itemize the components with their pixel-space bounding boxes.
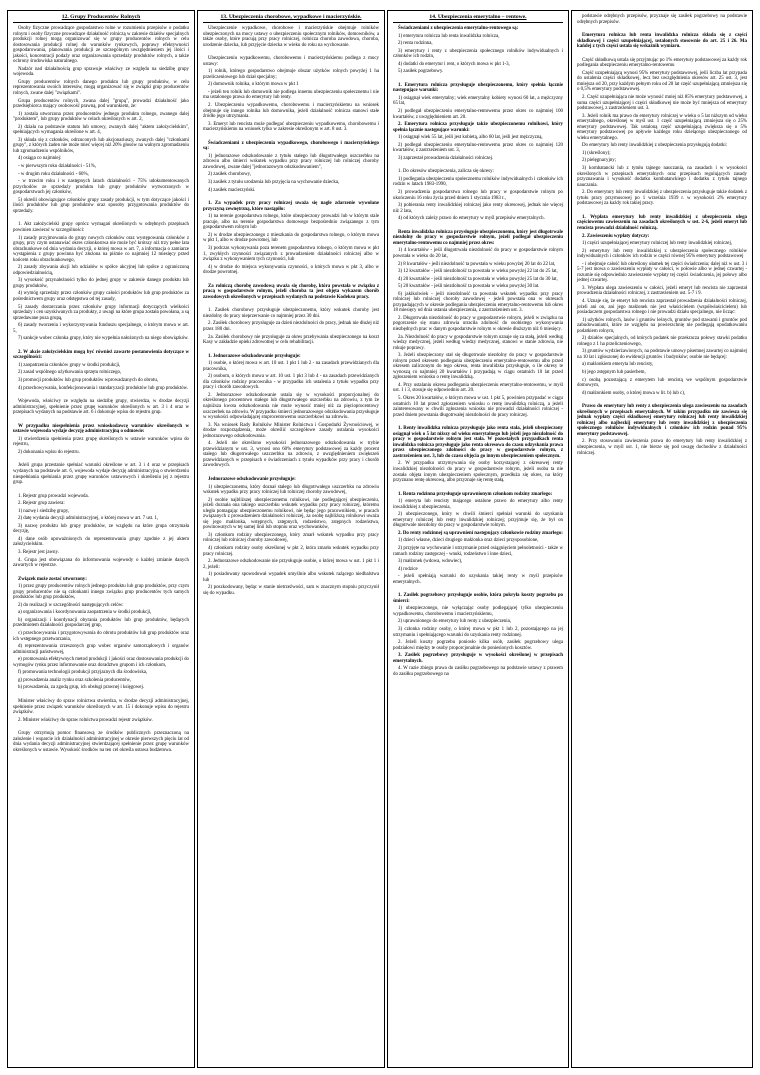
paragraph: 2) osobom, o których mowa w art. 10 ust. 1 pkt 3 lub 4 - na zasadach przewidzianych dla członków rodziny pracownika - w przypadku ich ustalenia z tytułu wypadku przy pracy i chorób zawodowych. xyxy=(203,374,379,391)
paragraph: 2. Jednorazowe odszkodowanie ustala się w wysokości proporcjonalnej do określonego procentowo stałego lub długotrwałego uszczerbku na zdrowiu, z tym że najniższa kwota odszkodowania nie może wynosić mniej niż za pięcioprocentowy uszczerbek na zdrowiu. W przypadku śmierci jednorazowego odszkodowania przysługuje w wysokości odpowiadającej stuprocentowemu uszczerbkowi na zdrowiu. xyxy=(203,392,379,421)
paragraph: 2. Jednorazowe odszkodowanie nie przysługuje osobie, o której mowa w ust. 1 pkt 1 i 2, jeżeli: xyxy=(203,559,379,570)
paragraph: 2) zasad wspólnego użytkowania sprzętu rolniczego, xyxy=(18,370,122,376)
paragraph: 1. Zasiłek chorobowy przysługuje ubezpieczonemu, który wskutek choroby jest niezdolny do pracy nieprzerwanie co najmniej przez 30 dni. xyxy=(203,308,379,319)
paragraph: 4) od których zależy prawo do emerytury w myśl przepisów emerytalnych. xyxy=(398,216,545,222)
paragraph: 3. Jeżeli rolnik ma prawo do emerytury rolniczej w wieku o 5 lat niższym od wieku emerytalnego, określonej w myśl ust. 1 część uzupełniającą zmniejsza się o 25% emerytury podstawowej. Tak ustaloną część uzupełniającą zwiększa się o 5% emerytury podstawowej po upływie każdego roku dzielącego ubezpieczonego od wieku emerytalnego. xyxy=(577,113,747,141)
paragraph: 3. Zasiłek pogrzebowy przysługuje w wysokości określonej w przepisach emerytalnych. xyxy=(393,653,563,664)
paragraph: Nadzór nad działalnością grup sprawuje właściwy ze względu na siedzibę grupy wojewoda. xyxy=(13,66,189,78)
paragraph: 2. Do emerytury lub renty inwalidzkiej z ubezpieczenia przysługuje także dodatek z tytułu pracy przymusowej po 1 września 1939 r. w wysokości 2% emerytury podstawowej za każdy rok takiej pracy. xyxy=(577,190,747,207)
paragraph: 1. Akt założycielski grupy oprócz wymagań określonych w odrębnych przepisach powinien zawierać w szczególności: xyxy=(13,222,189,233)
paragraph: Część uzupełniającą wynosi 95% emerytury podstawowej, jeśli liczba lat przypada do ustalenia części składkowej, lecz bez uwzględnienia okresów art. 25 ust. 3, jest mniejsza od 20, przy każdym pełnym roku od 20 lat część uzupełniającą zmniejsza się o 0,5% emerytury podstawowej. xyxy=(577,70,747,93)
paragraph: d) małżonkiem osoby, o której mowa w lit. b) lub c), xyxy=(582,390,686,396)
paragraph: 3. Rejestr jest jawny. xyxy=(18,550,59,556)
paragraph: 1) części uzupełniającej emerytury rolniczej lub renty inwalidzkiej rolniczej, xyxy=(582,241,733,247)
paragraph: 4) zasiłek macierzyński. xyxy=(208,187,256,193)
paragraph: 5) określi obowiązujące członków grupy zasady produkcji, w tym dotyczące jakości i ilości produktów lub grup produktów oraz sposoby przygotowania produktów do sprzedaży. xyxy=(13,197,189,214)
paragraph: 1) posiadowany spowodował wypadek umyślnie albo wskutek rażącego niedbalstwa lub xyxy=(203,572,379,583)
paragraph: 4. Uznaje się, że emeryt lub rencista zaprzestał prowadzenia działalności rolniczej, jeżeli ani on, ani jego małżonek nie jest właścicielem (współwłaścicielem) lub posiadaczem gospodarstwa rolnego i nie prowadzi działu specjalnego, nie licząc: xyxy=(577,298,747,316)
paragraph: 2. Przy stosowaniu zawieszenia prawa do emerytury lub renty inwalidzkiej z ubezpieczenia, w myśl ust. 1, nie bierze się pod uwagę dochodów z działalności rolniczej. xyxy=(577,439,747,456)
paragraph: Świadczeniami z ubezpieczenia emerytalno-rentowego są: xyxy=(398,26,519,31)
paragraph: Do emerytury lub renty inwalidzkiej z ubezpieczenia przysługują dodatki: xyxy=(582,143,728,149)
paragraph: 2) działa na podstawie statutu lub umowy, zwanych dalej "aktem założycielskim", spełniających wymagania określone w art. 4, xyxy=(13,124,189,136)
paragraph: 3. Na wniosek Rady Rolników Minister Rolnictwa i Gospodarki Żywnościowej, w drodze rozporządzenia, może określić szczegółowe zasady ustalania wysokości jednorazowego odszkodowania. xyxy=(203,422,379,439)
paragraph: g) prowadzenia analiz rynku oraz szkolenia producentów, xyxy=(18,677,131,683)
paragraph: 2a. Zasiłek chorobowy nie przysługuje za okres przebywania ubezpieczonego na koszt Kasy w zakładzie opieki zdrowotnej w celu rehabilitacji. xyxy=(203,334,379,346)
paragraph: 3) składa się z członków, odrzuconych lub akcjonariuszy, zwanych dalej "członkami grupy", z których żaden nie może mieć więcej niż 20% głosów na walnym zgromadzeniu lub zgromadzeniu wspólników, xyxy=(13,137,189,154)
column-heading: 12. Grupy Producentów Rolnych xyxy=(13,14,189,23)
paragraph: 7) sankcje wobec członka grupy, który nie wypełnia nałożonych na niego obowiązków. xyxy=(18,336,189,342)
paragraph: 6) zasady tworzenia i wykorzystywania funduszu specjalnego, o którym mowa w art. 5, xyxy=(13,323,189,334)
paragraph: 2) poszkodowany, będąc w stanie nietrzeźwości, sam w znacznym stopniu przyczynił się do wypadku. xyxy=(203,585,379,596)
paragraph: 3) emerytury i renty z ubezpieczenia społecznego rolników indywidualnych i członków ich rodzin, xyxy=(393,48,563,60)
paragraph: 4) członkom rodziny osoby określonej w pkt 2, która zmarła wskutek wypadku przy pracy rolniczej. xyxy=(203,546,379,557)
paragraph: Renta inwalidzka rolnicza przysługuje ubezpieczonemu, który jest długotrwale niezdolny do pracy w gospodarstwie rolnym, jeżeli podlegał ubezpieczeniu emerytalno-rentowemu co najmniej przez okres: xyxy=(393,229,563,246)
paragraph: 2. Rejestr grup zawiera: xyxy=(18,501,65,507)
paragraph: 1) stwierdzenia spełnienia przez grupę określonych w ustawie warunków wpisu do rejestru, xyxy=(13,436,189,448)
paragraph: 2) ubezpieczonego, który w chwili śmierci spełniał warunki do uzyskania emerytury rolniczej lub renty inwalidzkiej rolniczej; przyjmuje się, że był on długotrwale niezdolny do pracy w gospodarstwie rolnym. xyxy=(393,512,563,529)
paragraph: 3) 12 kwartałów - jeśli niezdolność ta powstała w wieku powyżej 22 lat do 25 lat, xyxy=(398,269,558,275)
paragraph: f) promowania technologii produkcji przyjaznych dla środowiska, xyxy=(18,670,148,676)
paragraph: 3. Wypłata ulega zawieszeniu w całości, jeżeli emeryt lub rencista nie zaprzestał prowadzenia działalności rolniczej, z zastrzeżeniem ust. 5-7 i 9. xyxy=(577,285,747,297)
paragraph: 2. W przypadku utrzymywania się osoby korzystającej z okresowej renty inwalidzkiej niezdolności do pracy w gospodarstwie rolnym, jeżeli osoba ta nie została objęta innym ubezpieczeniem społecznym, przedłuża się okres, na który przyznano rentę okresową, albo przyznaje się rentę stałą. xyxy=(393,461,563,484)
paragraph: 4. W razie zbiegu prawa do zasiłku pogrzebowego na podstawie ustawy z prawem do zasiłku pogrzebowego na xyxy=(393,666,563,677)
paragraph: 2) uprawnionego do emerytury lub renty z ubezpieczenia, xyxy=(398,619,511,625)
paragraph: 2. Do renty rodzinnej są uprawnieni następujący członkowie rodziny zmarłego: xyxy=(398,530,563,536)
column-heading: 14. Ubezpieczenia emerytalno – rentowe. xyxy=(393,14,563,23)
paragraph: 2) podlegał ubezpieczeniu emerytalno-rentowemu przez okres co najmniej 100 kwartałów, z uwzględnieniem art. 20. xyxy=(393,109,563,120)
paragraph: 3) zaprzestał prowadzenia działalności rolniczej. xyxy=(398,155,494,161)
paragraph: b) organizacji i koordynacji obyrania produktów lub grup produktów, będących przedmiotem działalności gospodarczej grup, xyxy=(13,617,189,629)
paragraph: W przypadku niespełnienia przez wnioskodawcę warunków określonych w ustawie wojewoda wydaje decyzję administracyjną o odmowie: xyxy=(13,423,189,435)
paragraph: 4) dodatki do emerytur i rent, o których mowa w pkt 1-3, xyxy=(398,61,510,67)
paragraph: 2. Jeżeli koszty pogrzebu poniosło kilka osób, zasiłek pogrzebowy ulega podziałowi między te osoby proporcjonalnie do poniesionych kosztów. xyxy=(393,640,563,651)
paragraph: 2) pielęgnacyjny; xyxy=(582,158,617,164)
paragraph: 5) zasiłek pogrzebowy. xyxy=(398,69,444,75)
paragraph: 2. Część uzupełniająca nie może wynosić mniej niż 85% emerytury podstawowej, a suma części uzupełniającej i części składkowej nie może być mniejsza od emerytury podstawowej, z zastrzeżeniem ust. 3. xyxy=(577,95,747,112)
paragraph: 3) członka rodziny osoby, o której mowa w pkt 1 lub 2, pozostającego na jej utrzymaniu i spełniającego warunki do uzyskania renty rodzinnej. xyxy=(393,627,563,638)
paragraph: Minister właściwy do spraw rolnictwa stwierdza, w drodze decyzji administracyjnej, spełnienie przez związek warunków określonych w art. 15 i dokonuje wpisu do rejestru związków. xyxy=(13,698,189,716)
paragraph: a) organizowania i koordynowania zaopatrzenia w środki produkcji, xyxy=(18,610,152,616)
paragraph: 3) zasiłek z tytułu urodzenia lub przyjęcia na wychowanie dziecka, xyxy=(208,180,340,186)
paragraph: 2. Zawieszeniu wypłaty dotyczy: xyxy=(582,233,650,239)
paragraph: 1) ubezpieczonemu, który doznał stałego lub długotrwałego uszczerbku na zdrowiu wskutek wypadku przy pracy rolniczej lub rolniczej choroby zawodowej, xyxy=(203,484,379,496)
paragraph: 2. Emerytura rolnicza przysługuje także ubezpieczonemu rolnikowi, który spełnia łącznie następujące warunki: xyxy=(393,122,563,133)
paragraph: c) przechowywania i przygotowywania do obrotu produktów lub grup produktów oraz ich wstępnego przetwarzania, xyxy=(13,631,189,642)
paragraph: - w trzecim roku i w następnych latach działalności - 75% udokumentowanych przychodów ze sprzedaży produktu lub grupy produktów wytworzonych w gospodarstwach jej członków, xyxy=(13,179,189,196)
paragraph: 3) członkom rodziny ubezpieczonego, który zmarł wskutek wypadku przy pracy rolniczej lub rolniczej choroby zawodowej, xyxy=(203,532,379,544)
paragraph: 3) podczas wykonywania poza terenem gospodarstwa rolnego, o którym mowa w pkt 1, zwykłych czynności związanych z prowadzeniem działalności rolniczej albo w związku z wykonywaniem tych czynności, lub xyxy=(203,245,379,263)
paragraph: 1) zaopatrzenia członków grupy w środki produkcji, xyxy=(18,362,121,368)
paragraph: 5. Okres 20 kwartałów, o którym mowa w ust. 1 pkt 5, powinien przypadać w ciągu ostatnich 10 lat przed zgłoszeniem wniosku o rentę inwalidzką rolniczą, a jeżeli zainteresowany w chwili zgłoszenia wniosku nie prowadzi działalności rolniczej - przed dniem powstania długotrwałej niezdolności do pracy rolniczej. xyxy=(393,395,563,418)
paragraph: Emerytura rolnicza lub renta inwalidzka rolnicza składa się z części składkowej i części uzupełniającej, ustalonych stosownie do art. 25 i 26. Ma kańdej z tych części ustala się wskaźnik wymiaru. xyxy=(577,33,747,50)
paragraph: 1) 4 kwartałów - jeśli długotrwała niezdolność do pracy w gospodarstwie rolnym powstała w wieku do 20 lat, xyxy=(393,248,563,259)
paragraph: Za rolniczą chorobę zawodową uważa się chorobę, która powstała w związku z pracą w gospodarstwie rolnym, jeżeli choroba ta jest objęta wykazem chorób zawodowych określonych w przepisach wydanych na podstawie Kodeksu pracy. xyxy=(203,283,379,300)
paragraph: - w drugim roku działalności - 60%, xyxy=(18,171,89,177)
paragraph: 1) emerytura rolnicza lub renta inwalidzka rolnicza, xyxy=(398,33,500,39)
paragraph: Związek może zostać utworzony: xyxy=(18,576,87,582)
paragraph: 2. Zasiłek chorobowy przysługuje za dzień niezdolności do pracy, jednak nie dłużej niż przez 180 dni. xyxy=(203,321,379,332)
paragraph: 2) do realizacji w szczególności następujących celów: xyxy=(18,602,124,608)
paragraph: 4. Jeżeli nie określono wysokości jednorazowego odszkodowania w trybie przewidzianym w ust. 3, wynosi ono 60% emerytury podstawowej za każdy procent stałego lub długotrwałego uszczerbku na zdrowiu, z uwzględnieniem zwiększeń przewidzianych w przepisach o świadczeniach z tytułu wypadków przy pracy i chorób zawodowych. xyxy=(203,441,379,469)
paragraph: 3) gruntów wydzierżawionych, na podstawie umowy pisemnej zawartej co najmniej na 10 lat i zgłoszonej do ewidencji gruntów i budynków; osobie nie będącej: xyxy=(577,349,747,360)
paragraph: podstawie odrębnych przepisów, przyznaje się zasiłek pogrzebowy na podstawie odrębnych przepisów. xyxy=(577,14,747,25)
paragraph: 1) osiągnął wiek emerytalny; wiek emerytalny kobiety wynosi 60 lat, a mężczyzny 65 lat, xyxy=(393,95,563,107)
paragraph: a) małżonkiem emeryta lub rencisty, xyxy=(582,362,654,368)
paragraph: 1. Za wypadek przy pracy rolniczej uważa się nagłe zdarzenie wywołane przyczyną zewnętrzną, które nastąpiło: xyxy=(203,201,379,212)
paragraph: 1) nazwę i siedzibę grupy, xyxy=(18,508,70,514)
column-4 xyxy=(571,10,753,1068)
paragraph: 1) osiągnął wiek 55 lat, jeśli jest kobietą, albo 60 lat, jeśli jest mężczyzną, xyxy=(398,135,543,141)
paragraph: 1) (skreślony); xyxy=(582,150,611,156)
paragraph: - w pierwszym roku działalności - 51%, xyxy=(18,164,97,170)
paragraph: 2) osobie najbliższej ubezpieczonemu rolnikowi, nie podlegającej ubezpieczeniu, jeżeli doznała ona takiego uszczerbku wskutek wypadku przy pracy rolniczej, któremu uległa pomagając ubezpieczonemu rolnikowi, nie będąc jego pracownikiem, w pracach związanych z prowadzeniem działalności rolniczej, za osobę najbliższą rolnikowi uważa się jego małżonka, wstępnych, zstępnych, rodzeństwo, zstępnych rodzeństwa, powinowatych w tej samej linii lub stopniu oraz wychowanków, xyxy=(203,497,379,531)
paragraph: 3) pobierania renty inwalidzkiej rolniczej jako renty okresowej, jednak nie więcej niż 2 lata, xyxy=(393,203,563,214)
paragraph: 2. W akcie założycielskim mogą być również zawarte postanowienia dotyczące w szczególności: xyxy=(13,349,189,361)
paragraph: Grupy producentów rolnych danego produktu lub grupy produktów, w celu reprezentowania swoich interesów, mogą organizować się w związki grup producentów rolnych, zwane dalej "związkami". xyxy=(13,79,189,97)
paragraph: 1. Jednorazowe odszkodowanie przysługuje: xyxy=(208,353,301,359)
paragraph: 1. Renty inwalidzka rolnicza przysługuje jako renta stała, jeżeli ubezpieczony osiągnął wiek o 5 lat niższy od wieku emerytalnego lub jeżeli jego niezdolność do pracy w gospodarstwie rolnym jest stała. W pozostałych przypadkach renta inwalidzka rolnicza przysługuje jako renta okresowa do czasu odzyskania prawa przez ubezpieczonego zdolności do pracy w gospodarstwie rolnym, z zastrzeżeniem ust. 3, lub do czasu objęcia go innym ubezpieczeniem społecznym. xyxy=(393,426,563,459)
paragraph: 1) osobie, o której mowa w art. 10 ust. 1 pkt 1 lub 2 - na zasadach przewidzianych dla pracownika, xyxy=(203,361,379,372)
paragraph: Ubezpieczenie wypadkowe, chorobowe i macierzyńskie obejmuje rolników ubezpieczonych na mocy ustawy o ubezpieczeniu społecznym rolników, domowników, a także osoby, które pracują przy pracy rolniczej, rolnicza choroba zawodowa, choroba, urodzenie dziecka, lub przyjęcie dziecka w wieku do roku na wychowanie. xyxy=(203,26,379,48)
column-2 xyxy=(197,10,385,1068)
paragraph: 1) zasady przyjmowania do grupy nowych członków oraz występowania członków z grupy, przy czym ustanawiać okres członkostwa nie może być krótszy niż trzy pełne lata obrachunkowe od dnia wydania decyzji, o której mowa w art. 7, a informacja o zamiarze wystąpienia z grupy powinna być złożona na piśmie co najmniej 12 miesięcy przed końcem roku obrachunkowego, xyxy=(13,235,189,263)
paragraph: 4) rodzice xyxy=(398,566,418,572)
paragraph: h) prowadzenia, za zgodą grup, ich obsługi prawnej i księgowej. xyxy=(18,685,145,691)
paragraph: 2) renta rodzinna, xyxy=(398,41,433,47)
paragraph: 4. Grupa jest obowiązana do informowania wojewody o każdej zmianie danych zawartych w rejestrze. xyxy=(13,557,189,569)
paragraph: 2) przyjęte na wychowanie i utrzymanie przed osiągnięciem pełnoletności - także w ramach rodziny zastępczej - wnuki, rodzeństwo i inne dzieci, xyxy=(393,546,563,557)
paragraph: Osoby fizyczne prowadzące gospodarstwo rolne w rozumieniu przepisów o podatku rolnym i osoby fizyczne prowadzące działalność rolniczą w zakresie działów specjalnych produkcji rolnej mogą organizować się w grupy producentów rolnych w celu dostosowania produkcji rolnej do warunków rynkowych, poprawy efektywności gospodarowania, planowania produkcji ze szczególnym uwzględnieniem jej ilości i jakości, koncentracji podaży oraz organizowania sprzedaży produktów rolnych, a także ochrony środowiska naturalnego. xyxy=(13,26,189,65)
paragraph: 1. Zasiłek pogrzebowy przysługuje osobie, która pokryła koszty pogrzebu po śmierci: xyxy=(393,593,563,604)
paragraph: 2) datę wydania decyzji administracyjnej, o której mowa w art. 7 ust. 1, xyxy=(18,516,159,522)
paragraph: b) jego zstępnym lub pasierbem, xyxy=(582,369,646,375)
paragraph: 2) zasiłek chorobowy, xyxy=(208,172,252,178)
paragraph: e) promowania efektywnych metod produkcji i jakości oraz dostosowania produkcji do wymogów rynku przez informowanie oraz doradztwo grupom i ich członkom, xyxy=(13,657,189,668)
paragraph: 2) w drodze ubezpieczonego z mieszkania do gospodarstwa rolnego, o którym mowa w pkt 1, albo w drodze powrotnej, lub xyxy=(203,232,379,244)
paragraph: c) osobą pozostającą z emerytem lub rencistą we wspólnym gospodarstwie domowym, xyxy=(577,377,747,389)
paragraph: 3) nazwę produktu lub grupy produktów, ze względu na które grupa otrzymała decyzję, xyxy=(13,523,189,535)
paragraph: - jeżeli spełniają warunki do uzyskania takiej renty w myśl przepisów emerytalnych. xyxy=(393,574,563,585)
paragraph: 4) w drodze do miejsca wykonywania czynności, o których mowa w pkt 3, albo w drodze powrotnej. xyxy=(203,264,379,276)
paragraph: 1) zostala utworzona przez producentów jednego produktu rolnego, zwanego dalej "produktem", lub grupy produktów w celach określonych w art. 2, xyxy=(13,111,189,123)
paragraph: 2) zasady zbywania akcji lub udziałów w spółce akcyjnej lub spółce z ograniczoną odpowiedzialnością, xyxy=(13,265,189,276)
paragraph: 1) na terenie gospodarstwa rolnego, które ubezpieczony prowadzi lub w którym stale pracuje, albo na terenie gospodarstwa domowego bezpośrednio związanego z tym gospodarstwem rolnym lub xyxy=(203,214,379,231)
paragraph: 1) rolnik, którego gospodarstwo obejmuje obszar użytków rolnych powyżej 1 ha przeliczeniowego lub dział specjalny; xyxy=(203,69,379,80)
paragraph: 5) 20 kwartałów - jeśli niezdolność ta powstała w wieku powyżej 30 lat. xyxy=(398,284,540,290)
paragraph: Część składkową ustala się przyjmując po 1% emerytury podstawowej za każdy rok podlegania ubezpieczeniu emerytalno-rentowemu xyxy=(577,57,747,69)
paragraph: 4) dane osób upoważnionych do reprezentowania grupy zgodnie z jej aktem założycielskim. xyxy=(13,536,189,548)
paragraph: 2. Ubezpieczeniu wypadkowemu, chorobowemu i macierzyńskiemu na wniosek obejmuje się innego rolnika lub domownika, jeżeli działalność rolnicza stanowi stałe źródło jego utrzymania. xyxy=(203,103,379,120)
paragraph: 4) osiąga co najmniej: xyxy=(18,156,62,162)
paragraph: 1. Emerytura rolnicza przysługuje ubezpieczonemu, który spełnia łącznie następujące warunki: xyxy=(393,82,563,94)
paragraph: 2) dokonania wpisu do rejestru. xyxy=(18,449,80,455)
paragraph: 3. Jeżeli ubezpieczony stał się długotrwale niezdolny do pracy w gospodarstwie rolnym przed okresem podlegania ubezpieczeniu emerytalno-rentowemu albo przed okresem zaliczonym do tego okresu, renta inwalidzka przysługuje, o ile okresy te wynoszą co najmniej 20 kwartałów i przypadają w ciągu ostatnich 10 lat przed zgłoszeniem wniosku o rentę inwalidzką. xyxy=(393,353,563,381)
paragraph: 1) przez grupy producentów rolnych jednego produktu lub grup produktów, przy czym grupy producentów nie są członkami innego związku grup producentów tych samych produktów lub grup produktów, xyxy=(13,584,189,601)
column-3 xyxy=(387,10,569,1068)
paragraph: 1) użytków rolnych, lasów i gruntów leśnych, gruntów pod stawami i gruntów pod zabudowaniami, które ze względu na powierzchnię nie podlegają opodatkowaniu podatkiem rolnym, xyxy=(577,317,747,334)
paragraph: 2) prowadzenia gospodarstwa rolnego lub pracy w gospodarstwie rolnym po ukończeniu 16 roku życia przed dniem 1 stycznia 1983 r., xyxy=(393,190,563,201)
paragraph: Wojewoda, właściwy ze względu na siedzibę grupy, stwierdza, w drodze decyzji administracyjnej, spełnienie przez grupę warunków określonych w art. 3 i 4 oraz w przepisach wydanych na podstawie art. 6 i dokonuje wpisu do rejestru grup. xyxy=(13,399,189,416)
paragraph: 2. Długotrwała niezdolność do pracy w gospodarstwie rolnym, jeżeli w związku na pogorszenie się stanu zdrowia utraciła zdolność do osobistego wykonywania niezbędnych prac w danym gospodarstwie rolnym w okresie dłuższym niż 6 miesięcy. xyxy=(393,315,563,332)
paragraph: 1. Renta rodzinna przysługuje uprawnionym członkom rodziny zmarłego: xyxy=(398,491,553,497)
column-heading: 13. Ubezpieczenia chorobowe, wypadkowe i macierzyńskie. xyxy=(203,14,379,23)
paragraph: d) reprezentowania zrzeszonych grup wobec organów samorządowych i organów administracji państwowej, xyxy=(13,644,189,655)
paragraph: Jeżeli grupa przestanie spełniać warunki określone w art. 3 i 4 oraz w przepisach wydanych na podstawie art. 6, wojewoda wydaje decyzję administracyjną o stwierdzeniu niespełniania spełniania przez grupę warunków ustawowych i skreśleniu jej z rejestru grup. xyxy=(13,463,189,486)
paragraph: 1) jednorazowe odszkodowanie z tytułu stałego lub długotrwałego uszczerbku na zdrowiu albo śmierci wskutek wypadku przy pracy rolniczej lub rolniczej choroby zawodowej, zwane dalej "jednorazowym odszkodowaniem", xyxy=(203,153,379,170)
paragraph: Grupa producentów rolnych, zwana dalej "grupą", prowadzi działalność jako przedsiębiorca mający osobowość prawną, pod warunkiem, że: xyxy=(13,98,189,110)
paragraph: 2) emerytury lub renty inwalidzkiej z ubezpieczenia społecznego rolników indywidualnych i członków ich rodzin w części równej 95% emerytury podstawowej xyxy=(577,248,747,260)
paragraph: 3) wysokość przynależności tylko do jednej grupy w zakresie danego produktu lub grupy produktów, xyxy=(13,278,189,289)
paragraph: 2) podlegał ubezpieczeniu emerytalno-rentowemu przez okres co najmniej 120 kwartałów, z zastrzeżeniem ust. 3, xyxy=(393,142,563,154)
paragraph: 3) promocji produktów lub grup produktów wprowadzanych do obrotu, xyxy=(18,377,159,383)
paragraph: 1. Wypłata emerytury lub renty inwalidzkiej z ubezpieczenia ulega częściowemu zawieszeniu na zasadach określonych w ust. 2-6, jeżeli emeryt lub rencista prowadzi działalność rolniczą. xyxy=(577,214,747,231)
paragraph: 2. Minister właściwy do spraw rolnictwa prowadzi rejestr związków. xyxy=(18,717,153,723)
paragraph: 1) podlegania ubezpieczeniu społecznemu rolników indywidualnych i członków ich rodzin w latach 1983-1990, xyxy=(393,176,563,188)
paragraph: 1) ubezpieczonego, nie wyłączając osoby podlegającej tylko ubezpieczeniu wypadkowemu, chorobowemu i macierzyńskiemu, xyxy=(393,606,563,617)
paragraph: - jeżeli ten rolnik lub domownik nie podlega innemu ubezpieczeniu społecznemu i nie ma ustalonego prawa do emerytury lub renty. xyxy=(203,89,379,101)
paragraph: Świadczeniami z ubezpieczenia wypadkowego, chorobowego i macierzyńskiego są: xyxy=(203,140,379,152)
paragraph: 4) 20 kwartałów - jeśli niezdolność ta powstała w wieku powyżej 25 lat do 30 lat, xyxy=(398,276,558,282)
paragraph: 2a. Niezdolność do pracy w gospodarstwie rolnym uznaje się za stałą, jeżeli według wiedzy medycznej, jeżeli według wiedzy medycznej, stanowi w stanie zdrowia, nie rokuje poprawy. xyxy=(393,334,563,351)
paragraph: 1. Rejestr grup prowadzi wojewoda. xyxy=(18,493,89,499)
paragraph: 5) zasady dostarczania przez członków grupy informacji dotyczących wielkości sprzedaży i cen uzyskiwanych za produkty, z uwagi na które grupa została powołana, a są sprzedawane poza grupą, xyxy=(13,304,189,321)
paragraph: 3) kombatancki lub z tytułu tajnego nauczania, na zasadach i w wysokości określonych w przepisach emerytalnych oraz przepisach regulujących zasady przyznawania i wysokość dodatku kombatanckiego i dodatku z tytułu tajnego nauczania. xyxy=(577,166,747,188)
paragraph: 1. Do okresów ubezpieczenia, zalicza się okresy: xyxy=(398,169,494,175)
paragraph: 3) małżonek (wdowa, wdowiec), xyxy=(398,559,463,565)
paragraph: 1) emeryta lub rencisty mającego ustalone prawo do emerytury albo renty inwalidzkiej z ubezpieczenia, xyxy=(393,499,563,510)
paragraph: 2) 8 kwartałów - jeśli niezdolność ta powstała w wieku powyżej 20 lat do 22 lat, xyxy=(398,261,556,267)
column-1 xyxy=(7,10,195,1068)
paragraph: 2) domownik rolnika, o którym mowa w pkt 1 xyxy=(208,82,299,88)
paragraph: - i obejmuje całość lub określony ułamek tej części świadczenia; dalej niż w ust. 3 i 5-7 jest mowa o zawieszeniu wypłaty w całości, w połowie albo w jednej czwartej - rozumie się odpowiednio zawieszenie wypłaty tej części świadczenia, jej połowy albo jednej czwartej. xyxy=(577,261,747,284)
paragraph: Grupy otrzymują pomoc finansową ze środków publicznych przeznaczoną na założenie i wsparcie ich działalności administracyjnej w okresie pierwszych pięciu lat od dnia wydania decyzji administracyjnej stwierdzającej spełnienie przez grupę warunków określonych w ustawie. Wysokość środków na ten cel określa ustawa budżetowa. xyxy=(13,731,189,753)
paragraph: 3. Emeryt lub rencista może podlegać ubezpieczeniu wypadkowemu, chorobowemu i macierzyńskiemu na wniosek tylko w zakresie określonym w art. 8 ust. 3. xyxy=(203,121,379,133)
paragraph: 1) dzieci własne, dzieci drugiego małżonka oraz dzieci przysposobione, xyxy=(398,538,539,544)
paragraph: 4. Przy ustalaniu okresu podlegania ubezpieczeniu emerytalno-rentowemu, w myśl ust. 1 i 3, stosuje się odpowiednio art. 20. xyxy=(393,382,563,394)
paragraph: Jednorazowe odszkodowanie przysługuje: xyxy=(208,477,296,482)
paragraph: 2) działów specjalnych, od których podatek nie przekracza połowy stawki podatku rolnego z 1 ha przeliczeniowego, xyxy=(577,336,747,347)
paragraph: Prawo do emerytury lub renty z ubezpieczenia ulega zawieszeniu na zasadach określonych w przepisach emerytalnych. W takim przypadku nie zawiesza się jednak wypłaty części składkowej emerytury rolniczej lub renty inwalidzkiej rolniczej albo najbezkij emerytury lub renty inwalidzkiej z ubezpieczenia społecznego rolników indywidualnych i członków ich rodzin ponad 95% emerytury podstawowej. xyxy=(577,404,747,437)
paragraph: Ubezpieczeniu wypadkowemu, chorobowemu i macierzyńskiemu podlega z mocy ustawy: xyxy=(203,56,379,67)
paragraph: 4) przechowywania, konfekcjonowania i standaryzacji produktów lub grup produktów. xyxy=(18,385,188,391)
paragraph: 6) jakikolwiek - jeśli niezdolność ta powstała wskutek wypadku przy pracy rolniczej lub rolniczej choroby zawodowej - jeżeli powstała ona w okresach przypadających w okresie podlegania ubezpieczeniu emerytalno-rentowemu lub okres 18 miesięcy od dnia ustania ubezpieczenia, z zastrzeżeniem ust. 3. xyxy=(393,291,563,314)
paragraph: 4) wymóg sprzedaży przez członków grupy całości produktów lub grup produktów za pośrednictwem grupy oraz odstępstwa od tej zasady, xyxy=(13,291,189,302)
